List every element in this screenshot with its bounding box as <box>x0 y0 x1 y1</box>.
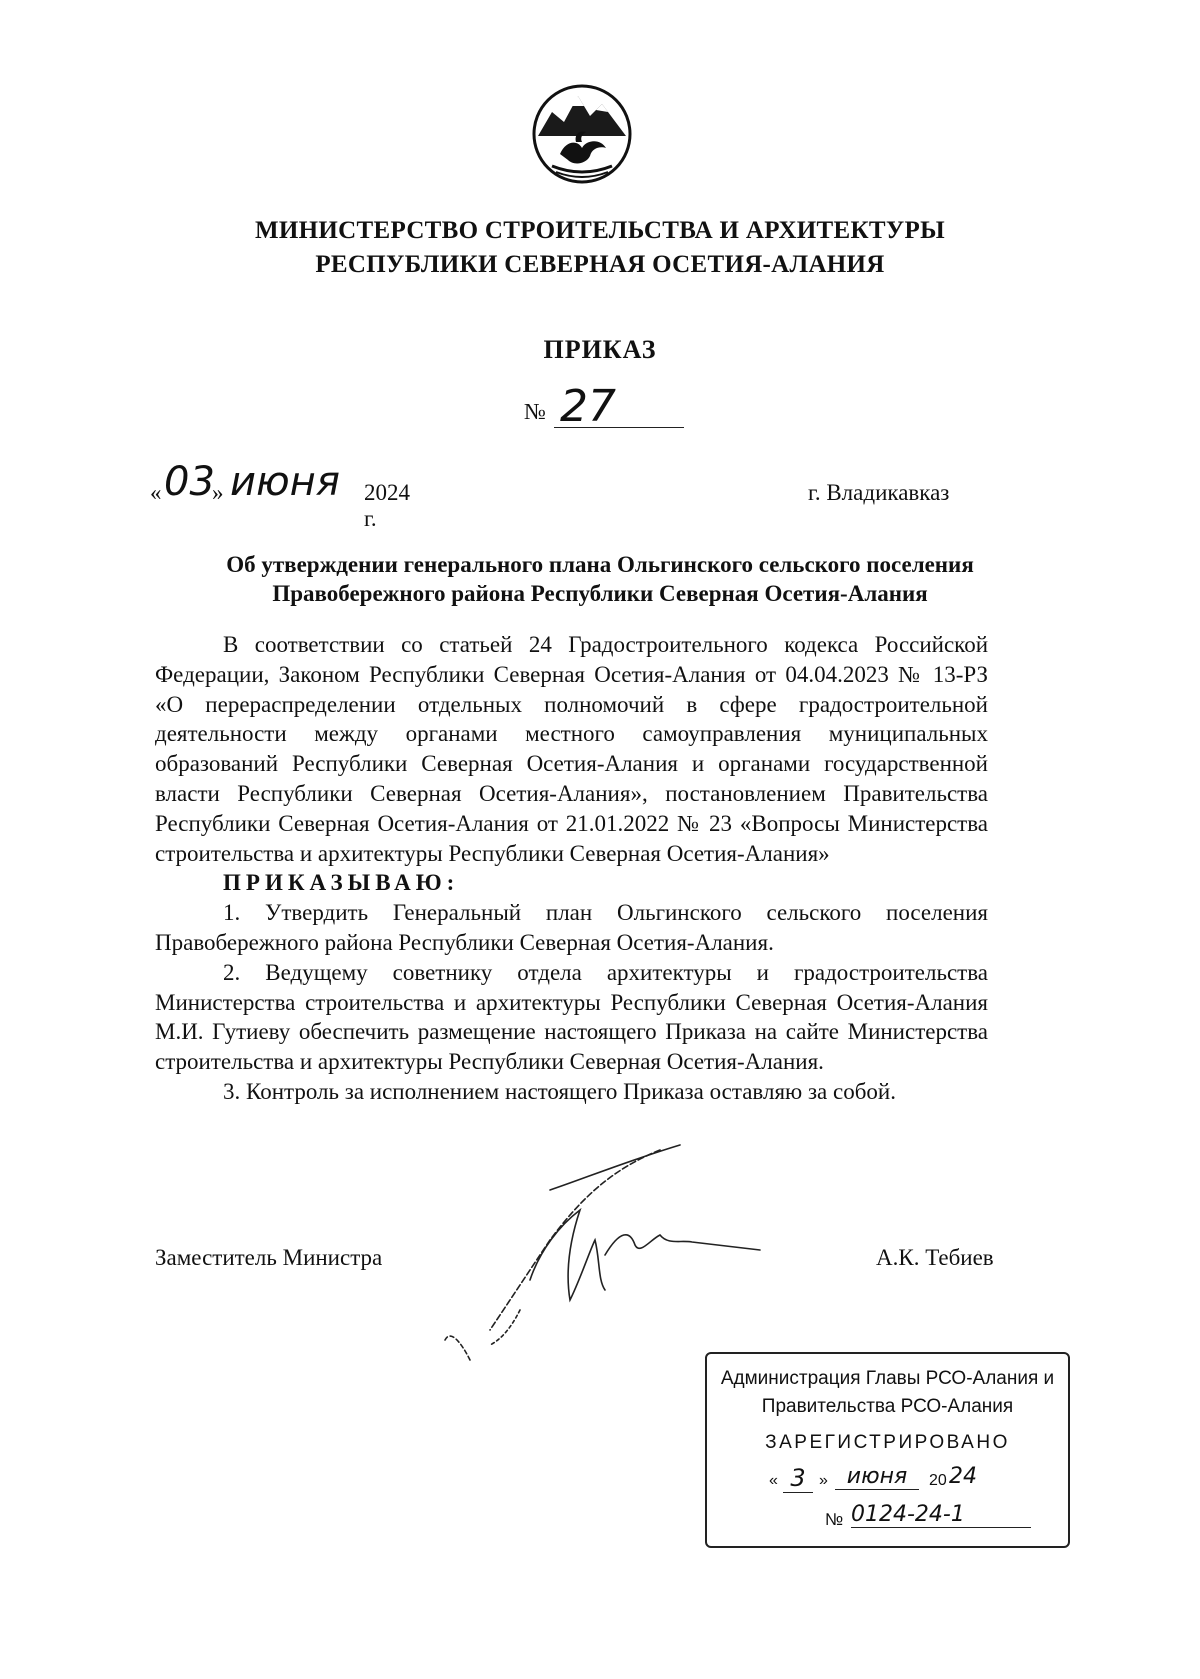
date-year: 2024 г. <box>364 480 410 531</box>
order-number-handwritten: 27 <box>560 381 616 432</box>
signatory-name: А.К. Тебиев <box>876 1245 994 1270</box>
subject-line2: Правобережного района Республики Северная Осетия-Алания <box>272 581 928 606</box>
date-close-quote: » <box>212 480 224 505</box>
order-item-2: 2. Ведущему советнику отдела архитектуры и градостроительства Министерства строительства и архитектуры Республики Северная Осетия-Алания М.И. Гутиеву обеспечить размещение настоящего Приказа на сайте Министерства строительства и архитектуры Республики Северная Осетия-Алания. <box>155 959 988 1075</box>
city: г. Владикавказ <box>808 480 950 505</box>
order-item-3: 3. Контроль за исполнением настоящего Приказа оставляю за собой. <box>223 1078 896 1104</box>
stamp-line2: Правительства РСО-Алания <box>761 1396 1014 1417</box>
stamp-year-handwritten: 24 <box>949 1464 977 1489</box>
stamp-month-handwritten: июня <box>835 1464 919 1490</box>
stamp-date <box>769 1464 1029 1500</box>
stamp-line1: Администрация Главы РСО-Алания и <box>720 1368 1055 1389</box>
order-item-1: 1. Утвердить Генеральный план Ольгинского сельского поселения Правобережного района Республики Северная Осетия-Алания. <box>155 900 988 955</box>
stamp-date-open-quote: « <box>769 1472 778 1489</box>
stamp-status: ЗАРЕГИСТРИРОВАНО <box>765 1432 1010 1453</box>
ministry-name-line2: РЕСПУБЛИКИ СЕВЕРНАЯ ОСЕТИЯ-АЛАНИЯ <box>315 251 885 278</box>
signatory-position: Заместитель Министра <box>155 1245 383 1270</box>
handwritten-signature <box>430 1130 770 1370</box>
order-keyword: ПРИКАЗЫВАЮ: <box>223 870 460 896</box>
stamp-day-handwritten: 3 <box>783 1464 813 1493</box>
date-day-handwritten: 03 <box>164 459 215 505</box>
stamp-date-close-quote: » <box>819 1472 828 1489</box>
stamp-number-handwritten: 0124-24-1 <box>851 1502 1031 1528</box>
stamp-number <box>825 1502 1065 1538</box>
date-open-quote: « <box>150 480 162 505</box>
order-body <box>155 630 988 1107</box>
date-month-handwritten: июня <box>230 459 340 505</box>
coat-of-arms-emblem-icon <box>530 82 634 186</box>
document-title: ПРИКАЗ <box>543 335 657 364</box>
ministry-name-line1: МИНИСТЕРСТВО СТРОИТЕЛЬСТВА И АРХИТЕКТУРЫ <box>255 217 945 244</box>
registration-stamp <box>705 1352 1070 1548</box>
preamble-paragraph: В соответствии со статьей 24 Градостроительного кодекса Российской Федерации, Законом Республики Северная Осетия-Алания от 04.04.2023 № 13-РЗ «О перераспределении отдельных полномочий в сфере градостроительной деятельности между органами местного самоуправления муниципальных образований Республики Северная Осетия-Алания и органами государственной власти Республики Северная Осетия-Алания», постановлением Правительства Республики Северная Осетия-Алания от 21.01.2022 № 23 «Вопросы Министерства строительства и архитектуры Республики Северная Осетия-Алания» <box>155 632 988 866</box>
number-sign: № <box>524 399 546 424</box>
stamp-year-prefix: 20 <box>929 1472 947 1489</box>
subject-line1: Об утверждении генерального плана Ольгинского сельского поселения <box>226 552 974 577</box>
stamp-number-sign: № <box>825 1510 844 1529</box>
